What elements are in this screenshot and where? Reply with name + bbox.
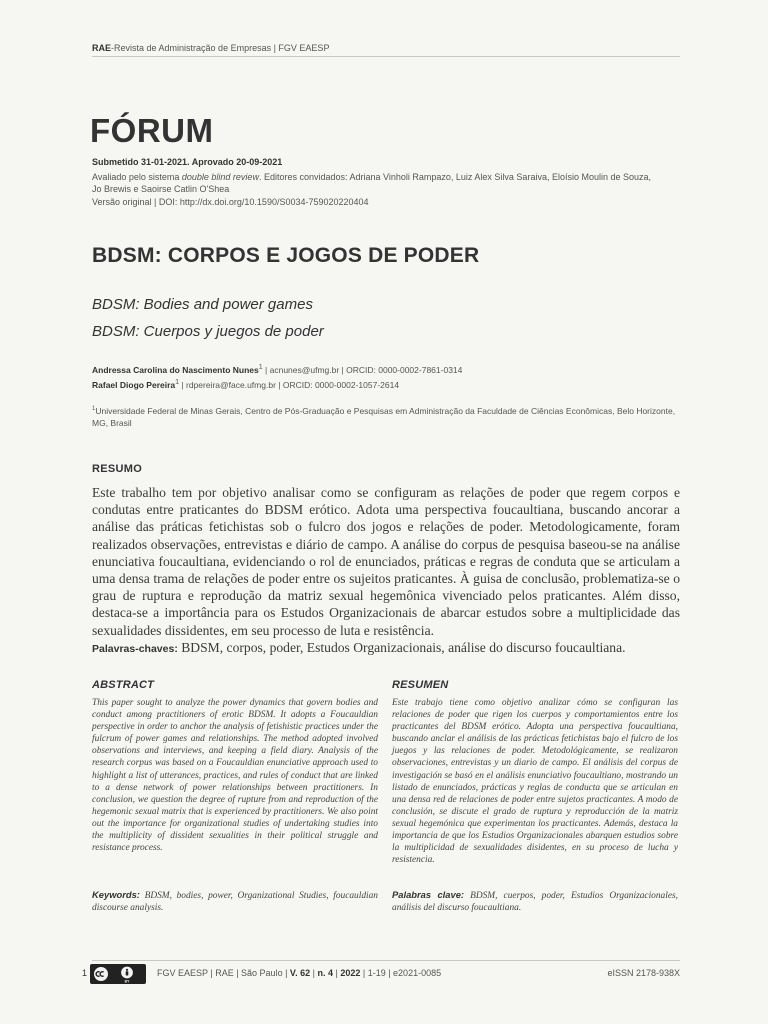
resumen-body: Este trabajo tiene como objetivo analizar cómo se configuran las relaciones de poder que rigen los cuerpos y comportamientos entre los practicantes del BDSM erótico. Adopta una perspectiva foucaultiana, buscando anclar el análisis de las prácticas fetichistas bajo el fulcro de los juegos y las relaciones de poder. Metodológicamente, se realizaron observaciones, entrevistas y un diario de campo. El análisis del corpus de investigación se basó en el análisis enunciativo foucaultiano, mostrando un listado de enunciados, prácticas y reglas de conducta que se articulan en una densa red de relaciones de poder entre sujetos practicantes. A modo de conclusión, se discute el grado de ruptura y reproducción de la matriz sexual hegemónica que experimentan los practicantes. Además, destaca la importancia de que los Estudios Organizacionales abarquen estudios sobre la multiplicidad de sexualidades disidentes, en su proceso de lucha y resistencia.	[392, 698, 678, 866]
author-line	[92, 378, 399, 390]
resumo-body: Este trabalho tem por objetivo analisar como se configuram as relações de poder que regem corpos e condutas entre praticantes do BDSM erótico. Adota uma perspectiva foucaultiana, buscando ancorar a análise das práticas fetichistas sob o fulcro dos jogos e relações de poder. Metodologicamente, foram realizados observações, entrevistas e diário de campo. A análise do corpus de pesquisa baseou-se na análise enunciativa foucaultiana, evidenciando o rol de enunciados, práticas e regras de conduta que se articulam a uma densa trama de relações de poder entre os sujeitos praticantes. À guisa de conclusão, problematiza-se o grau de ruptura e reprodução da matriz sexual hegemônica vivenciado pelos praticantes. Além disso, destaca-se a importância para os Estudos Organizacionais de abarcar estudos sobre a multiplicidade das sexualidades dissidentes, em seu processo de luta e resistência.	[92, 485, 680, 638]
citation-publisher: FGV EAESP | RAE | São Paulo |	[157, 968, 290, 978]
section-title: FÓRUM	[90, 112, 214, 149]
cc-license-badge[interactable]	[90, 964, 146, 984]
abstract-heading: ABSTRACT	[92, 679, 155, 691]
author-name: Rafael Diogo Pereira	[92, 379, 176, 390]
abstract-keywords	[92, 889, 378, 914]
journal-abbr: RAE	[92, 43, 112, 53]
keywords-label: Keywords:	[92, 889, 140, 900]
footer-divider	[92, 960, 680, 961]
keywords-text: BDSM, bodies, power, Organizational Studies, foucauldian discourse analysis.	[92, 891, 378, 914]
citation-volume: V. 62	[289, 968, 311, 978]
author-contact[interactable]: | rdpereira@face.ufmg.br | ORCID: 0000-0002-1057-2614	[179, 379, 400, 390]
affiliation-mark: 1	[92, 406, 96, 412]
page-number: 1	[82, 968, 88, 978]
resumen-keywords	[392, 889, 678, 914]
journal-name: -Revista de Administração de Empresas | FGV EAESP	[111, 43, 330, 53]
citation-pages: | 1-19 | e2021-0085	[360, 968, 442, 978]
keywords-text: BDSM, cuerpos, poder, Estudios Organizacionales, análisis del discurso foucaultiana.	[392, 891, 678, 914]
review-note	[92, 171, 662, 195]
review-prefix: Avaliado pelo sistema	[92, 172, 182, 182]
author-contact[interactable]: | acnunes@ufmg.br | ORCID: 0000-0002-7861-0314	[262, 364, 463, 375]
author-affiliation-mark: 1	[175, 378, 180, 386]
author-affiliation-mark: 1	[258, 363, 263, 371]
title-spanish: BDSM: Cuerpos y juegos de poder	[92, 323, 324, 340]
citation-separator: |	[310, 968, 318, 978]
title-english: BDSM: Bodies and power games	[92, 296, 313, 313]
article-title: BDSM: CORPOS E JOGOS DE PODER	[92, 244, 480, 267]
abstract-body: This paper sought to analyze the power dynamics that govern bodies and conduct among practitioners of erotic BDSM. It adopts a Foucauldian perspective in order to anchor the analysis of fetishistic practices under the fulcrum of power games and relationships. The method adopted involved observations and interviews, and keeping a field diary. Analysis of the research corpus was based on a Foucauldian enunciative approach used to highlight a list of utterances, practices, and rules of conduct that are linked to a dense network of power relationships between practitioners. In conclusion, we question the degree of rupture from and reproduction of the hegemonic sexual matrix that is experienced by practitioners. We also point out the importance for organizational studies of undertaking studies into the multiplicity of dissident sexualities in their political struggle and resistance process.	[92, 698, 378, 854]
resumen-heading: RESUMEN	[392, 679, 449, 691]
cc-icon	[92, 965, 110, 983]
review-type: double blind review	[181, 172, 259, 182]
resumo-heading: RESUMO	[92, 463, 143, 475]
doi-line[interactable]: Versão original | DOI: http://dx.doi.org/10.1590/S0034-759020220404	[92, 197, 369, 207]
by-label: BY	[124, 979, 130, 983]
keywords-label: Palabras clave:	[392, 889, 465, 900]
by-icon	[118, 965, 136, 983]
author-line	[92, 363, 462, 375]
eissn: eISSN 2178-938X	[607, 968, 680, 978]
author-name: Andressa Carolina do Nascimento Nunes	[92, 364, 259, 375]
submission-dates: Submetido 31-01-2021. Aprovado 20-09-2021	[92, 157, 283, 167]
citation-year: 2022	[340, 968, 361, 978]
review-editors: . Editores convidados: Adriana Vinholi Rampazo, Luiz Alex Silva Saraiva, Eloísio Moulin de Souza, Jo Brewis e Saoirse Catlin O'Shea	[92, 172, 652, 194]
header-divider	[92, 56, 680, 57]
keywords-text: BDSM, corpos, poder, Estudos Organizacionais, análise do discurso foucaultiana.	[177, 640, 626, 655]
affiliation-text: Universidade Federal de Minas Gerais, Centro de Pós-Graduação e Pesquisas em Administração da Faculdade de Ciências Econômicas, Belo Horizonte, MG, Brasil	[92, 405, 676, 428]
footer-citation	[157, 968, 441, 978]
citation-separator: |	[332, 968, 341, 978]
keywords-label: Palavras-chaves:	[92, 643, 178, 655]
affiliation	[92, 403, 682, 429]
resumo-keywords	[92, 640, 692, 656]
citation-number: n. 4	[317, 968, 333, 978]
running-header	[92, 43, 329, 53]
